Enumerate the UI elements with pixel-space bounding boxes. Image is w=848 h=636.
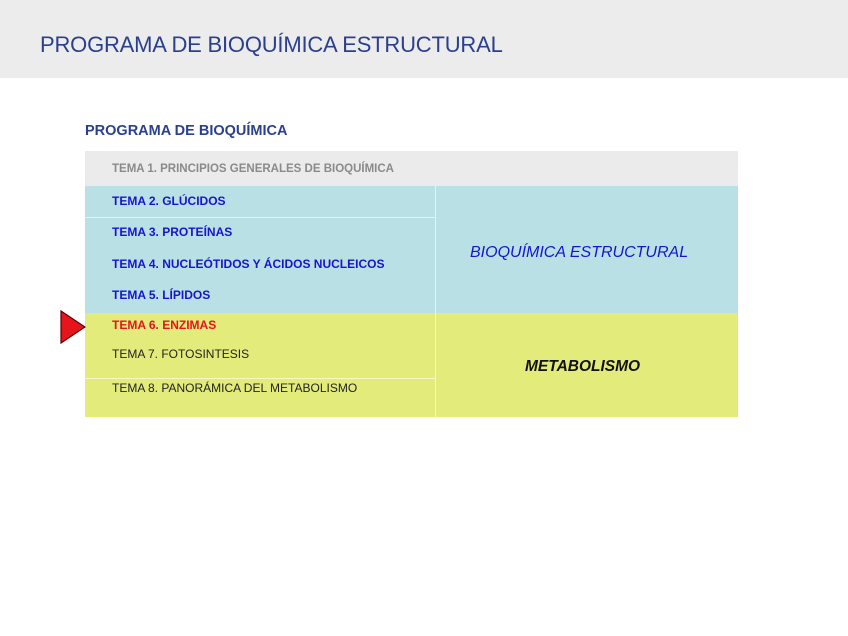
program-table [85,151,738,417]
topic-1: TEMA 1. PRINCIPIOS GENERALES DE BIOQUÍMICA [112,163,394,175]
row-divider [85,217,435,218]
topic-5: TEMA 5. LÍPIDOS [112,288,211,302]
topic-4: TEMA 4. NUCLEÓTIDOS Y ÁCIDOS NUCLEICOS [112,257,385,271]
slide-title: PROGRAMA DE BIOQUÍMICA ESTRUCTURAL [40,32,503,57]
row-divider [85,378,435,379]
topic-8: TEMA 8. PANORÁMICA DEL METABOLISMO [112,381,358,395]
triangle-right-icon [60,310,86,344]
topic-7: TEMA 7. FOTOSINTESIS [112,347,250,361]
topic-6-current: TEMA 6. ENZIMAS [112,318,217,332]
topic-2: TEMA 2. GLÚCIDOS [112,194,226,208]
program-title: PROGRAMA DE BIOQUÍMICA [85,123,288,139]
group-label-structural: BIOQUÍMICA ESTRUCTURAL [470,244,689,261]
topic-3: TEMA 3. PROTEÍNAS [112,225,233,239]
group-label-metabolism: METABOLISMO [525,358,641,375]
column-divider [435,186,436,417]
slide-header [0,0,848,78]
